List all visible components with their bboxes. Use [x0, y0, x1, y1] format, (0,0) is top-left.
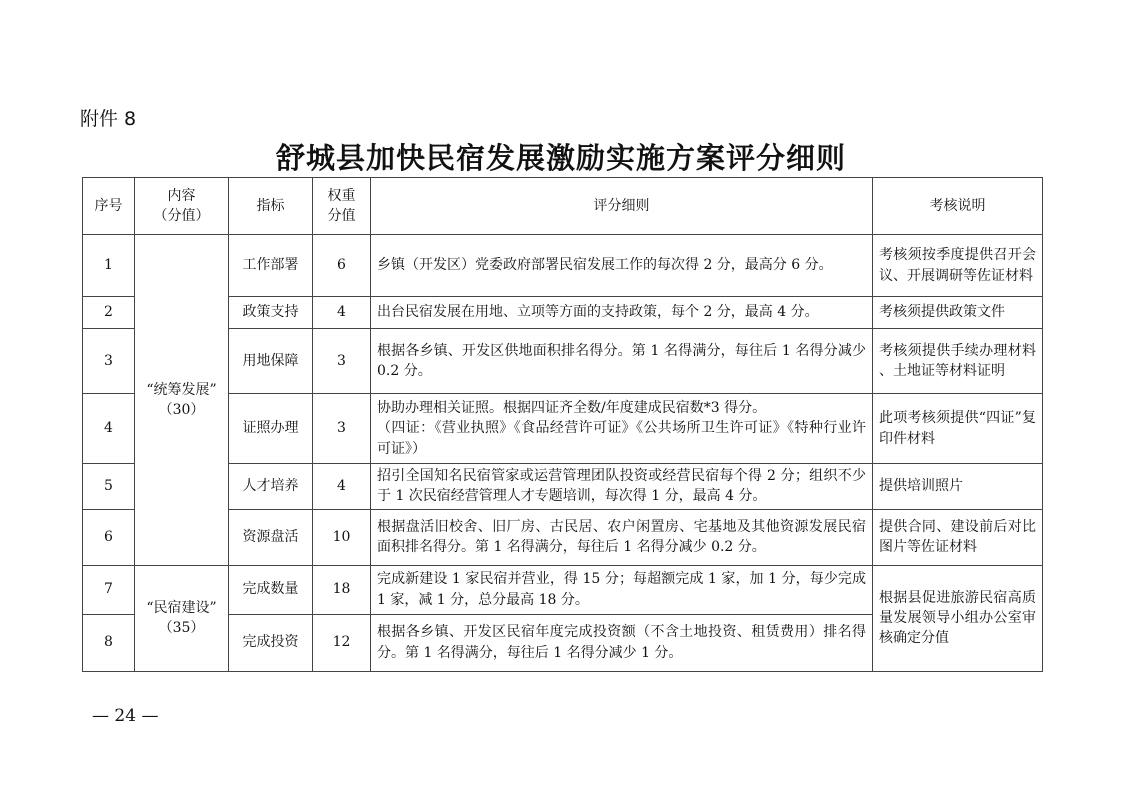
row-indicator: 完成投资	[229, 614, 313, 671]
row-indicator: 用地保障	[229, 329, 313, 394]
attachment-label: 附件 8	[80, 108, 137, 130]
row-note: 考核须提供手续办理材料 、土地证等材料证明	[873, 329, 1043, 394]
row-weight: 6	[313, 235, 371, 297]
row-weight: 12	[313, 614, 371, 671]
row-detail: 完成新建设 1 家民宿并营业，得 15 分；每超额完成 1 家，加 1 分，每少完成 1 家，减 1 分，总分最高 18 分。	[371, 565, 873, 614]
row-weight: 4	[313, 297, 371, 329]
header-weight	[313, 178, 371, 235]
row-note: 此项考核须提供“四证”复印件材料	[873, 394, 1043, 464]
row-no: 4	[83, 394, 135, 464]
row-indicator: 政策支持	[229, 297, 313, 329]
table-row	[83, 565, 1043, 614]
header-content-line1: 内容	[167, 187, 196, 204]
header-no: 序号	[83, 178, 135, 235]
row-indicator: 完成数量	[229, 565, 313, 614]
row-note: 考核须提供政策文件	[873, 297, 1043, 329]
group-score: （35）	[158, 620, 205, 637]
row-detail: 乡镇（开发区）党委政府部署民宿发展工作的每次得 2 分，最高分 6 分。	[371, 235, 873, 297]
row-detail-line1: 协助办理相关证照。根据四证齐全数/年度建成民宿数*3 得分。	[377, 400, 767, 417]
row-note: 根据县促进旅游民宿高质量发展领导小组办公室审核确定分值	[873, 565, 1043, 671]
row-no: 3	[83, 329, 135, 394]
group-cell-overall-development	[135, 235, 229, 566]
header-note: 考核说明	[873, 178, 1043, 235]
row-no: 7	[83, 565, 135, 614]
row-no: 1	[83, 235, 135, 297]
row-no: 5	[83, 464, 135, 510]
header-weight-line2: 分值	[327, 208, 356, 224]
row-weight: 18	[313, 565, 371, 614]
row-detail: 出台民宿发展在用地、立项等方面的支持政策，每个 2 分，最高 4 分。	[371, 297, 873, 329]
row-detail: 根据各乡镇、开发区民宿年度完成投资额（不含土地投资、租赁费用）排名得分。第 1 名得满分，每往后 1 名得分减少 1 分。	[371, 614, 873, 671]
header-indicator: 指标	[229, 178, 313, 235]
row-indicator: 证照办理	[229, 394, 313, 464]
header-detail: 评分细则	[371, 178, 873, 235]
header-weight-line1: 权重	[327, 187, 356, 204]
scoring-table	[82, 177, 1043, 672]
row-note: 提供合同、建设前后对比图片等佐证材料	[873, 509, 1043, 565]
header-content-line2: （分值）	[153, 208, 210, 224]
row-weight: 10	[313, 509, 371, 565]
group-cell-homestay-construction	[135, 565, 229, 671]
row-no: 8	[83, 614, 135, 671]
row-weight: 3	[313, 329, 371, 394]
row-indicator: 资源盘活	[229, 509, 313, 565]
document-title: 舒城县加快民宿发展激励实施方案评分细则	[275, 141, 846, 175]
row-no: 2	[83, 297, 135, 329]
row-detail-line2: （四证：《营业执照》《食品经营许可证》《公共场所卫生许可证》《特种行业许可证》）	[377, 420, 866, 457]
row-indicator: 人才培养	[229, 464, 313, 510]
row-no: 6	[83, 509, 135, 565]
row-note: 提供培训照片	[873, 464, 1043, 510]
row-detail: 根据各乡镇、开发区供地面积排名得分。第 1 名得满分，每往后 1 名得分减少 0.2 分。	[371, 329, 873, 394]
group-name: “民宿建设”	[146, 599, 217, 616]
table-row	[83, 235, 1043, 297]
table-header-row	[83, 178, 1043, 235]
row-detail	[371, 394, 873, 464]
row-indicator: 工作部署	[229, 235, 313, 297]
row-detail: 根据盘活旧校舍、旧厂房、古民居、农户闲置房、宅基地及其他资源发展民宿面积排名得分。第 1 名得满分，每往后 1 名得分减少 0.2 分。	[371, 509, 873, 565]
row-weight: 3	[313, 394, 371, 464]
row-detail: 招引全国知名民宿管家或运营管理团队投资或经营民宿每个得 2 分；组织不少于 1 次民宿经营管理人才专题培训，每次得 1 分，最高 4 分。	[371, 464, 873, 510]
page-number: — 24 —	[92, 706, 159, 726]
row-weight: 4	[313, 464, 371, 510]
header-content	[135, 178, 229, 235]
group-name: “统筹发展”	[146, 381, 217, 398]
group-score: （30）	[158, 401, 205, 418]
row-note: 考核须按季度提供召开会议、开展调研等佐证材料	[873, 235, 1043, 297]
